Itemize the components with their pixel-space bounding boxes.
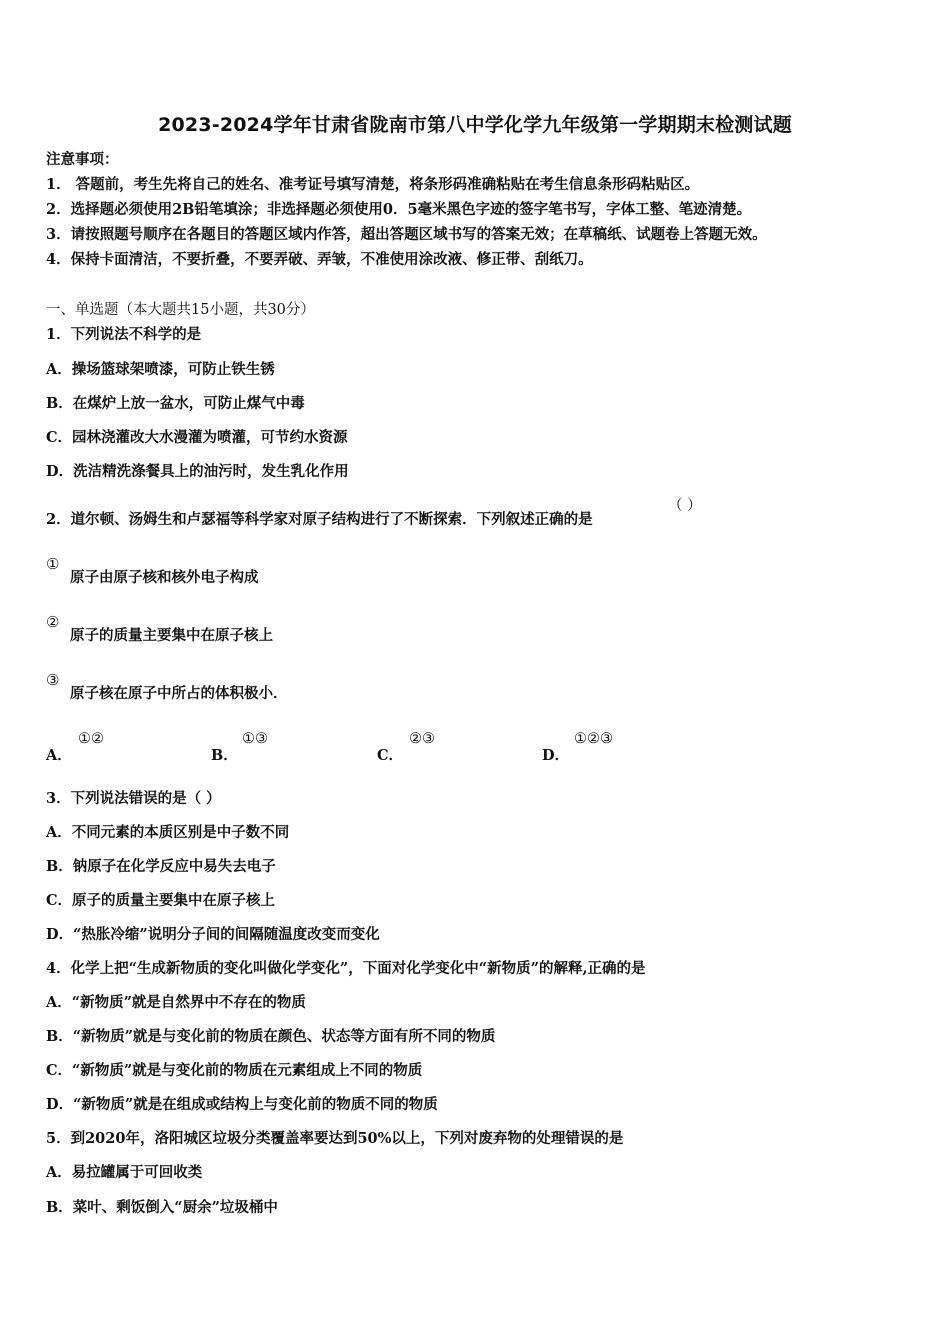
notice-item: 3．请按照题号顺序在各题目的答题区域内作答，超出答题区域书写的答案无效；在草稿纸、试题卷上答题无效。 <box>46 226 767 243</box>
question-3-option-c: C．原子的质量主要集中在原子核上 <box>46 892 276 909</box>
question-5-option-b: B．菜叶、剩饭倒入“厨余”垃圾桶中 <box>46 1199 278 1216</box>
question-4-option-b: B．“新物质”就是与变化前的物质在颜色、状态等方面有所不同的物质 <box>46 1028 496 1045</box>
question-2-option-d-label: D． <box>542 747 570 764</box>
question-1-stem: 1．下列说法不科学的是 <box>46 326 202 343</box>
statement-3-text: 原子核在原子中所占的体积极小． <box>70 685 288 702</box>
exam-title: 2023-2024学年甘肃省陇南市第八中学化学九年级第一学期期末检测试题 <box>158 114 792 136</box>
statement-1-text: 原子由原子核和核外电子构成 <box>70 569 259 586</box>
question-3-stem: 3．下列说法错误的是（ ） <box>46 790 221 807</box>
question-4-option-c: C．“新物质”就是与变化前的物质在元素组成上不同的物质 <box>46 1062 423 1079</box>
question-2-option-b-value: ①③ <box>242 731 268 747</box>
question-3-option-b: B．钠原子在化学反应中易失去电子 <box>46 858 276 875</box>
question-2-option-c-label: C． <box>377 747 404 764</box>
statement-1-mark: ① <box>46 555 60 573</box>
question-2-option-a-value: ①② <box>78 731 104 747</box>
question-5-stem: 5．到2020年，洛阳城区垃圾分类覆盖率要达到50%以上，下列对废弃物的处理错误的是 <box>46 1130 624 1147</box>
question-1-option-b: B．在煤炉上放一盆水，可防止煤气中毒 <box>46 395 305 412</box>
statement-2-mark: ② <box>46 613 60 631</box>
notice-item: 1． 答题前，考生先将自己的姓名、准考证号填写清楚，将条形码准确粘贴在考生信息条形码粘贴区。 <box>46 176 700 193</box>
question-1-option-d: D．洗洁精洗涤餐具上的油污时，发生乳化作用 <box>46 463 349 480</box>
question-1-option-a: A．操场篮球架喷漆，可防止铁生锈 <box>46 361 275 378</box>
question-2-option-c-value: ②③ <box>409 731 435 747</box>
question-2-option-a-label: A． <box>46 747 72 764</box>
notice-item: 4．保持卡面清洁，不要折叠，不要弄破、弄皱，不准使用涂改液、修正带、刮纸刀。 <box>46 251 593 268</box>
question-2-option-b-label: B． <box>211 747 238 764</box>
question-4-option-d: D．“新物质”就是在组成或结构上与变化前的物质不同的物质 <box>46 1096 438 1113</box>
question-2-option-d-value: ①②③ <box>574 731 613 747</box>
question-2-answer-paren: （ ） <box>668 498 702 514</box>
notice-item: 2．选择题必须使用2B铅笔填涂；非选择题必须使用0．5毫米黑色字迹的签字笔书写，字体工整、笔迹清楚。 <box>46 201 752 218</box>
question-1-option-c: C．园林浇灌改大水漫灌为喷灌，可节约水资源 <box>46 429 348 446</box>
statement-3-mark: ③ <box>46 671 60 689</box>
notice-heading: 注意事项： <box>46 151 119 168</box>
question-3-option-d: D．“热胀冷缩”说明分子间的间隔随温度改变而变化 <box>46 926 380 943</box>
question-4-option-a: A．“新物质”就是自然界中不存在的物质 <box>46 994 306 1011</box>
question-3-option-a: A．不同元素的本质区别是中子数不同 <box>46 824 290 841</box>
section-heading: 一、单选题（本大题共15小题，共30分） <box>46 302 315 318</box>
question-4-stem: 4．化学上把“生成新物质的变化叫做化学变化”，下面对化学变化中“新物质”的解释,正确的是 <box>46 960 646 977</box>
question-5-option-a: A．易拉罐属于可回收类 <box>46 1164 203 1181</box>
statement-2-text: 原子的质量主要集中在原子核上 <box>70 627 273 644</box>
question-2-stem: 2．道尔顿、汤姆生和卢瑟福等科学家对原子结构进行了不断探索．下列叙述正确的是 <box>46 511 593 528</box>
